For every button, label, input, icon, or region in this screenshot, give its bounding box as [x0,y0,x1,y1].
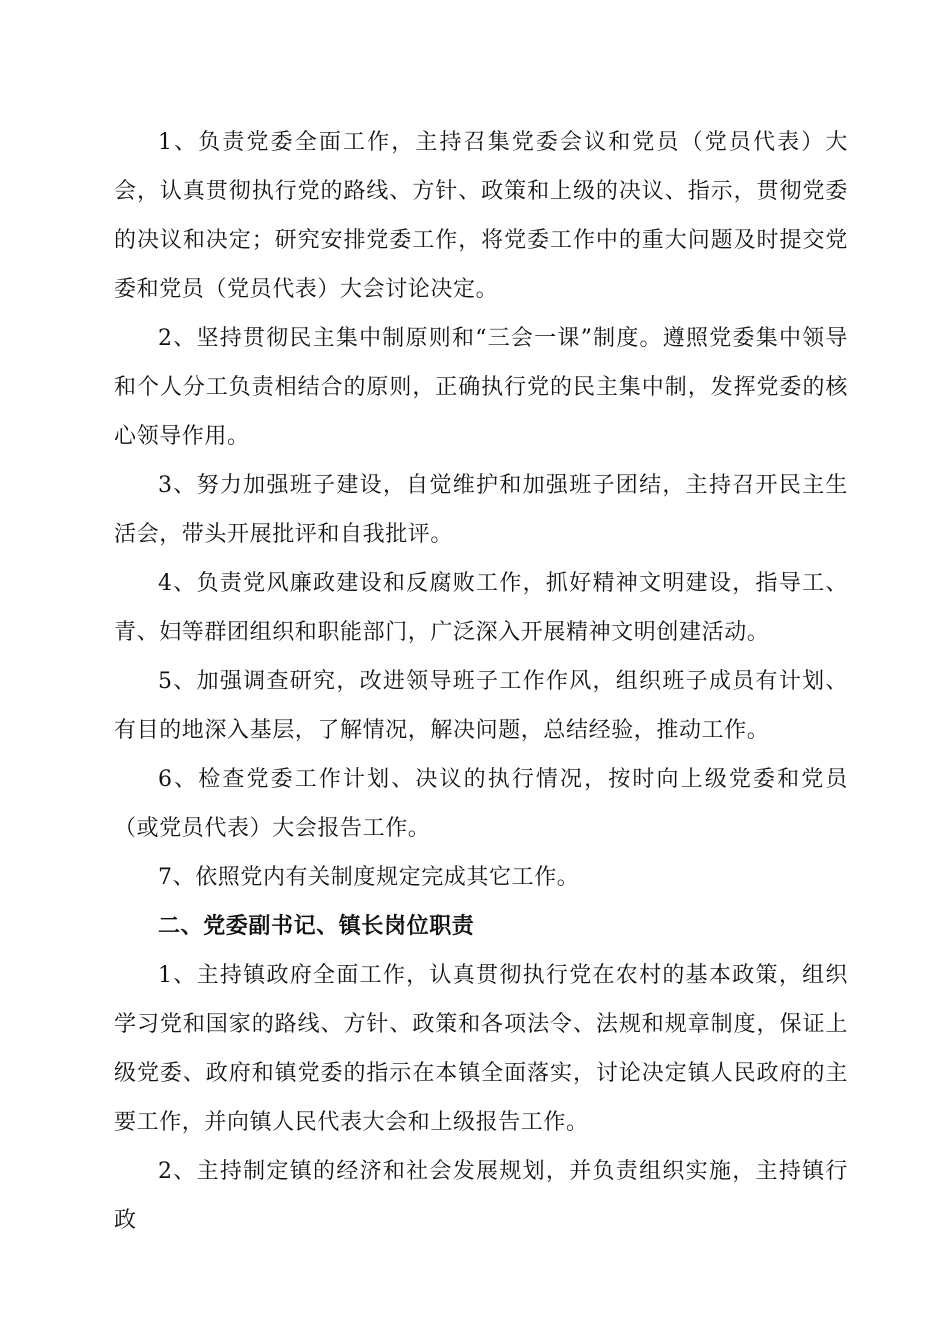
paragraph-duty-7: 7、依照党内有关制度规定完成其它工作。 [158,865,580,890]
document-body [114,118,848,1245]
paragraph-mayor-duty-1: 1、主持镇政府全面工作，认真贯彻执行党在农村的基本政策，组织学习党和国家的路线、方针、政策和各项法令、法规和规章制度，保证上级党委、政府和镇党委的指示在本镇全面落实，讨论决定镇人民政府的主要工作，并向镇人民代表大会和上级报告工作。 [114,963,848,1135]
paragraph-duty-3: 3、努力加强班子建设，自觉维护和加强班子团结，主持召开民主生活会，带头开展批评和自我批评。 [114,473,848,547]
paragraph-duty-2: 2、坚持贯彻民主集中制原则和“三会一课”制度。遵照党委集中领导和个人分工负责相结合的原则，正确执行党的民主集中制，发挥党委的核心领导作用。 [114,326,848,449]
section-heading: 二、党委副书记、镇长岗位职责 [158,914,475,939]
paragraph-duty-4: 4、负责党风廉政建设和反腐败工作，抓好精神文明建设，指导工、青、妇等群团组织和职能部门，广泛深入开展精神文明创建活动。 [114,571,848,645]
paragraph-duty-6: 6、检查党委工作计划、决议的执行情况，按时向上级党委和党员（或党员代表）大会报告工作。 [114,767,848,841]
paragraph-mayor-duty-2: 2、主持制定镇的经济和社会发展规划，并负责组织实施，主持镇行政 [114,1159,848,1233]
paragraph-duty-5: 5、加强调查研究，改进领导班子工作作风，组织班子成员有计划、有目的地深入基层，了解情况，解决问题，总结经验，推动工作。 [114,669,848,743]
paragraph-duty-1: 1、负责党委全面工作，主持召集党委会议和党员（党员代表）大会，认真贯彻执行党的路线、方针、政策和上级的决议、指示，贯彻党委的决议和决定；研究安排党委工作，将党委工作中的重大问题及时提交党委和党员（党员代表）大会讨论决定。 [114,130,848,302]
